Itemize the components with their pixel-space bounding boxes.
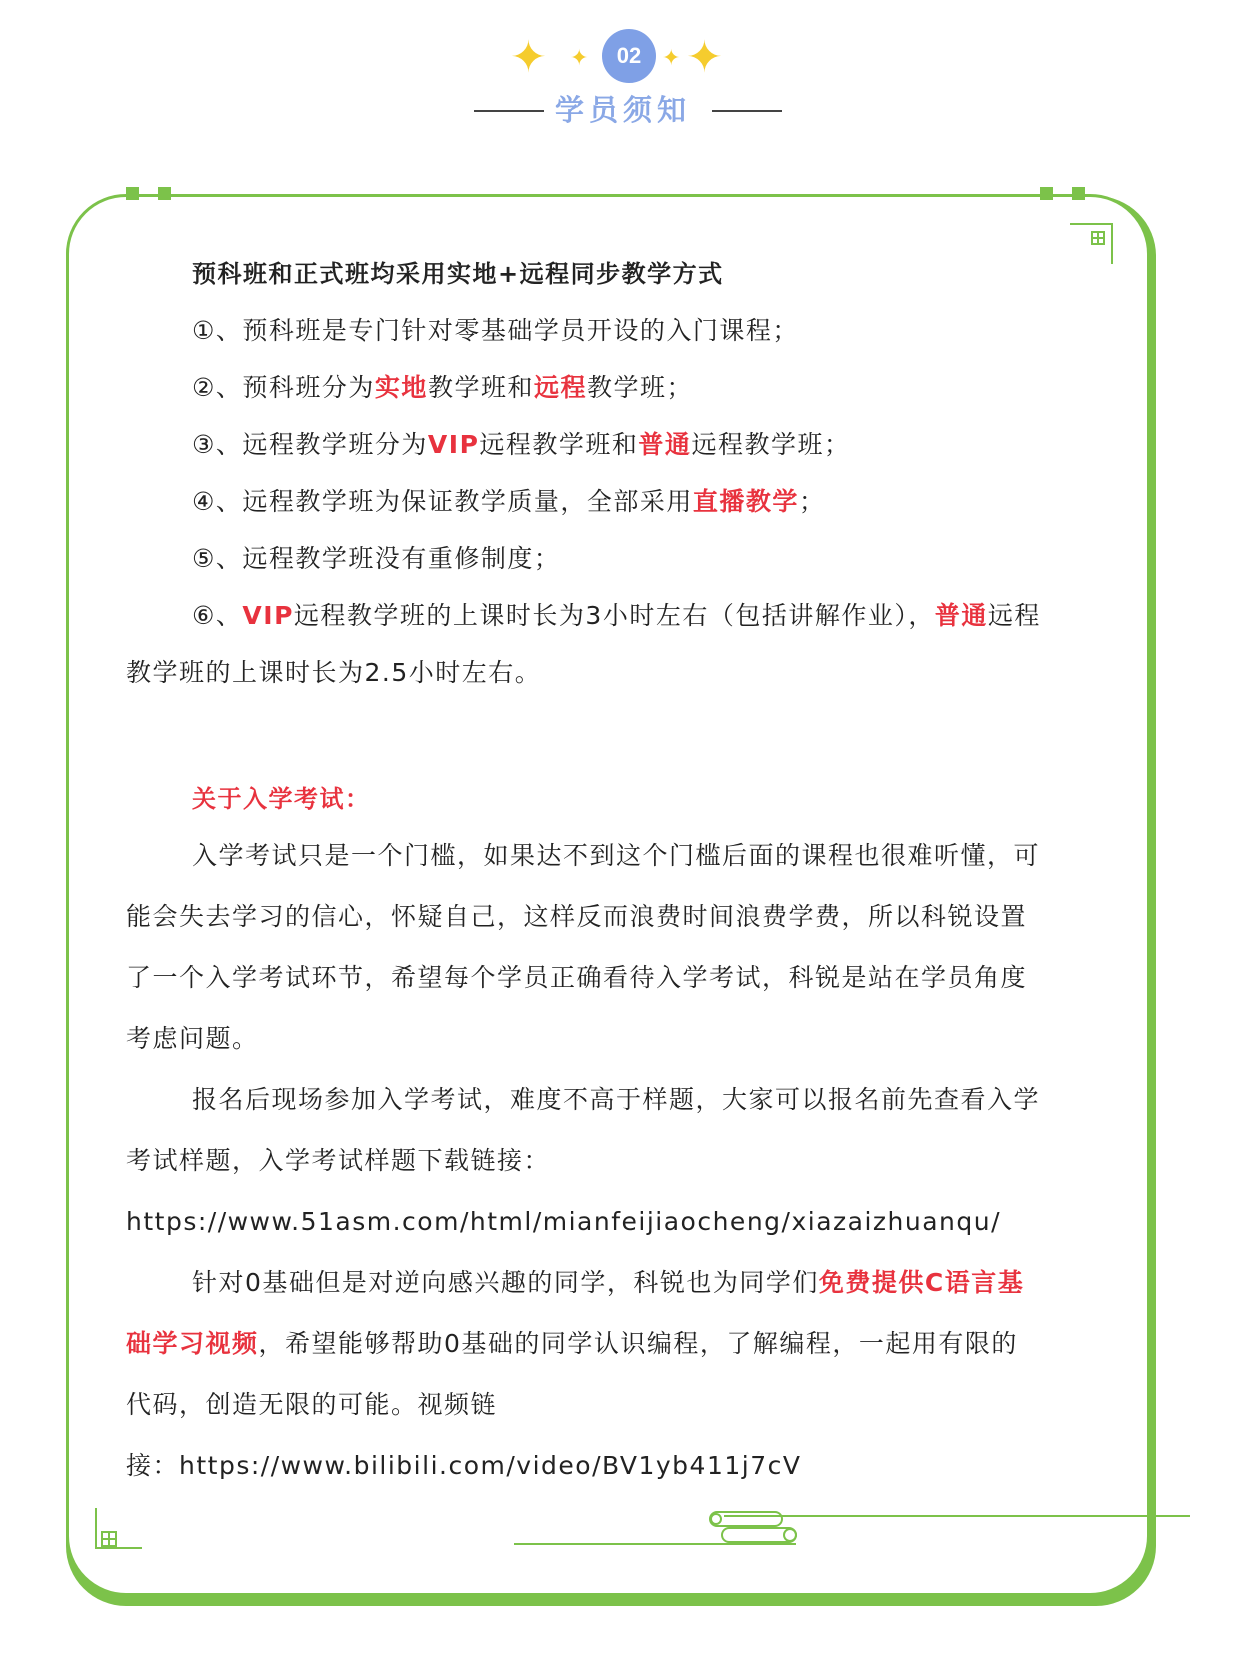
title-divider-right xyxy=(712,110,782,112)
corner-ornament-icon xyxy=(90,1506,146,1556)
paragraph-line: 考虑问题。 xyxy=(126,1024,259,1053)
sparkle-star-icon: ✦ xyxy=(686,32,723,83)
card-content xyxy=(126,256,1086,1496)
highlight-text: 直播教学 xyxy=(692,487,799,516)
teaching-mode-list xyxy=(126,302,1086,701)
highlight-text: 远程 xyxy=(533,373,587,402)
list-item: ②、预科班分为实地教学班和远程教学班； xyxy=(192,373,693,402)
highlight-text: 普通 xyxy=(638,430,692,459)
sparkle-star-icon: ✦ xyxy=(662,46,681,71)
section-heading-teaching-mode: 预科班和正式班均采用实地+远程同步教学方式 xyxy=(192,260,724,288)
list-item: ③、远程教学班分为VIP远程教学班和普通远程教学班； xyxy=(192,430,851,459)
paragraph-line: 入学考试只是一个门槛，如果达不到这个门槛后面的课程也很难听懂，可 xyxy=(192,841,1041,870)
section-heading-entrance-exam: 关于入学考试： xyxy=(192,785,371,813)
highlight-text: VIP xyxy=(427,430,480,459)
paragraph-line: 代码，创造无限的可能。视频链 xyxy=(126,1390,498,1419)
paragraph-line: 能会失去学习的信心，怀疑自己，这样反而浪费时间浪费学费，所以科锐设置 xyxy=(126,902,1028,931)
highlight-text: 免费提供C语言基 xyxy=(818,1268,1025,1297)
sparkle-star-icon: ✦ xyxy=(570,46,589,71)
highlight-text: 实地 xyxy=(374,373,428,402)
list-item-continuation: 教学班的上课时长为2.5小时左右。 xyxy=(126,658,542,687)
list-item: ⑤、远程教学班没有重修制度； xyxy=(192,544,561,573)
list-item: ①、预科班是专门针对零基础学员开设的入门课程； xyxy=(192,316,799,345)
card-corner-square xyxy=(1072,187,1085,200)
highlight-text: 普通 xyxy=(934,601,988,630)
paragraph-line: 考试样题，入学考试样题下载链接： xyxy=(126,1146,551,1175)
list-item: ④、远程教学班为保证教学质量，全部采用直播教学； xyxy=(192,487,826,516)
card-corner-square xyxy=(126,187,139,200)
scroll-ornament-icon xyxy=(510,1508,1190,1554)
sparkle-star-icon: ✦ xyxy=(510,32,547,83)
paragraph-line: 了一个入学考试环节，希望每个学员正确看待入学考试，科锐是站在学员角度 xyxy=(126,963,1028,992)
exam-sample-download-link[interactable]: https://www.51asm.com/html/mianfeijiaocheng/xiazaizhuanqu/ xyxy=(126,1207,1002,1236)
card-corner-square xyxy=(158,187,171,200)
paragraph-line: 报名后现场参加入学考试，难度不高于样题，大家可以报名前先查看入学 xyxy=(192,1085,1041,1114)
highlight-text: VIP xyxy=(242,601,294,630)
entrance-exam-body xyxy=(126,825,1086,1496)
section-number-badge: 02 xyxy=(602,29,656,83)
card-corner-square xyxy=(1040,187,1053,200)
video-link[interactable]: 接：https://www.bilibili.com/video/BV1yb411j7cV xyxy=(126,1451,802,1480)
paragraph-line: 础学习视频，希望能够帮助0基础的同学认识编程，了解编程，一起用有限的 xyxy=(126,1329,1018,1358)
paragraph-line: 针对0基础但是对逆向感兴趣的同学，科锐也为同学们免费提供C语言基 xyxy=(192,1268,1025,1297)
list-item: ⑥、VIP远程教学班的上课时长为3小时左右（包括讲解作业），普通远程 xyxy=(192,601,1041,630)
section-title: 学员须知 xyxy=(554,93,691,127)
highlight-text: 础学习视频 xyxy=(126,1329,259,1358)
